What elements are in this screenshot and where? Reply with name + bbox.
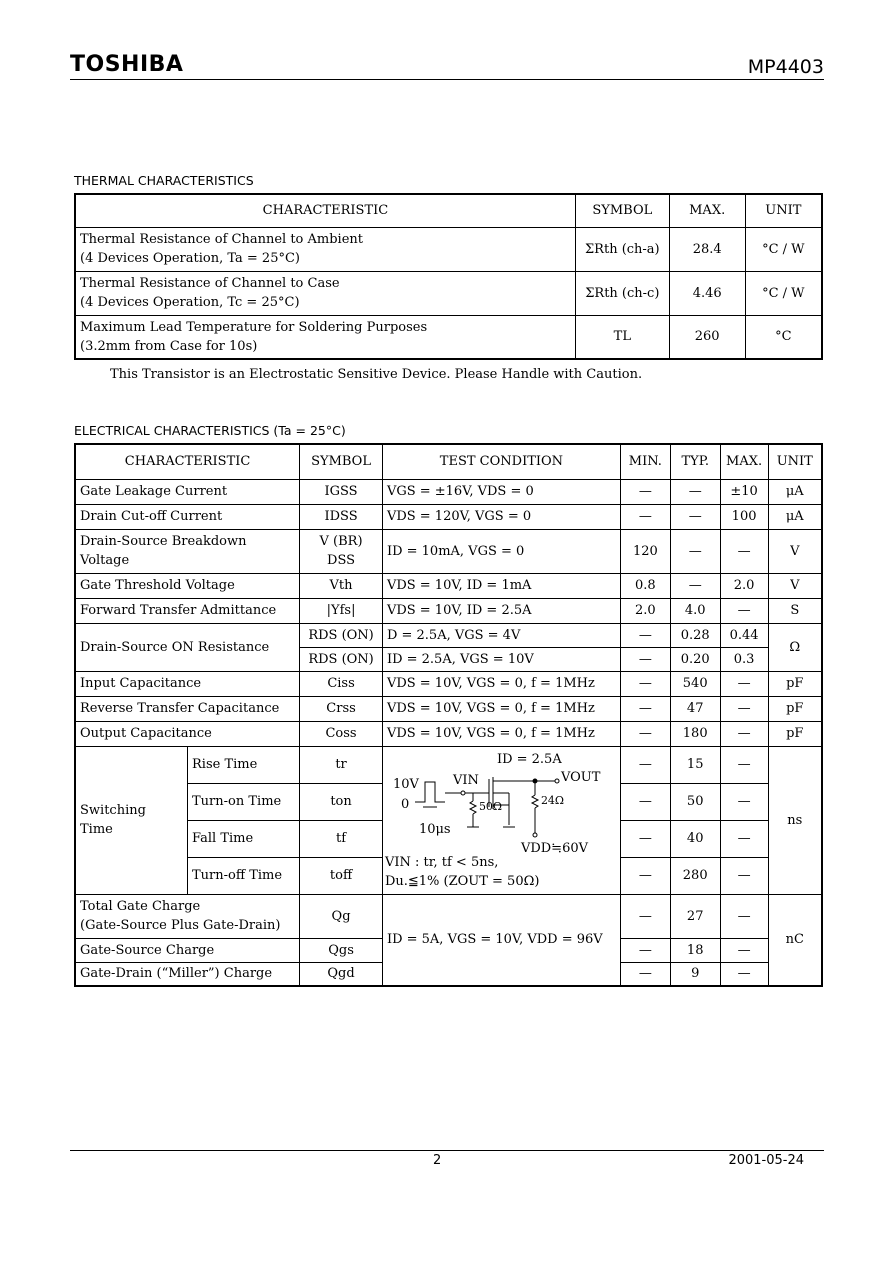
max-cell: — — [720, 857, 768, 894]
document-date: 2001-05-24 — [728, 1153, 804, 1168]
typ-cell: 27 — [670, 894, 720, 938]
min-cell: — — [620, 671, 670, 696]
col-header-min: MIN. — [620, 444, 670, 479]
min-cell: — — [620, 504, 670, 529]
max-cell: — — [720, 696, 768, 721]
min-cell: 2.0 — [620, 598, 670, 623]
min-cell: — — [620, 623, 670, 647]
symbol-cell: Qgs — [300, 938, 383, 962]
symbol-cell: tf — [300, 820, 383, 857]
typ-cell: 280 — [670, 857, 720, 894]
circuit-vdd-label: VDD≒60V — [520, 841, 588, 856]
part-number: MP4403 — [747, 56, 824, 78]
symbol-cell: |Yfs| — [300, 598, 383, 623]
condition-cell: VDS = 120V, VGS = 0 — [382, 504, 620, 529]
table-row — [75, 227, 822, 271]
symbol-cell: RDS (ON) — [300, 647, 383, 671]
table-row — [75, 696, 822, 721]
unit-cell: V — [768, 573, 822, 598]
table-row — [75, 271, 822, 315]
characteristic-cell: Thermal Resistance of Channel to Case (4 Devices Operation, Tc = 25°C) — [75, 271, 575, 315]
min-cell: — — [620, 820, 670, 857]
max-cell: 100 — [720, 504, 768, 529]
esd-caution-note: This Transistor is an Electrostatic Sensitive Device. Please Handle with Caution. — [110, 367, 643, 382]
characteristic-cell: Drain Cut-off Current — [75, 504, 300, 529]
unit-cell: nC — [768, 894, 822, 986]
min-cell: — — [620, 647, 670, 671]
unit-cell: S — [768, 598, 822, 623]
symbol-cell: RDS (ON) — [300, 623, 383, 647]
min-cell: — — [620, 721, 670, 746]
circuit-r-load-label: 24Ω — [540, 794, 565, 807]
unit-cell: °C — [745, 315, 822, 359]
page-number: 2 — [433, 1153, 442, 1168]
typ-cell: — — [670, 479, 720, 504]
symbol-cell: Qgd — [300, 962, 383, 986]
switching-circuit-cell — [382, 746, 620, 894]
unit-cell: μA — [768, 479, 822, 504]
typ-cell: 18 — [670, 938, 720, 962]
typ-cell: 50 — [670, 783, 720, 820]
characteristic-cell: Turn-off Time — [188, 857, 300, 894]
circuit-id-label: ID = 2.5A — [496, 752, 562, 767]
col-header-characteristic: CHARACTERISTIC — [75, 444, 300, 479]
characteristic-cell: Gate-Drain (“Miller”) Charge — [75, 962, 300, 986]
condition-cell: VDS = 10V, ID = 2.5A — [382, 598, 620, 623]
footer-rule — [70, 1150, 824, 1151]
col-header-max: MAX. — [720, 444, 768, 479]
col-header-unit: UNIT — [768, 444, 822, 479]
typ-cell: 15 — [670, 746, 720, 783]
thermal-table — [74, 193, 823, 360]
circuit-r-gate-label: 50Ω — [478, 800, 503, 813]
symbol-cell: Crss — [300, 696, 383, 721]
unit-cell: μA — [768, 504, 822, 529]
unit-cell: pF — [768, 721, 822, 746]
max-cell: — — [720, 529, 768, 573]
characteristic-cell: Turn-on Time — [188, 783, 300, 820]
table-row — [75, 504, 822, 529]
typ-cell: 180 — [670, 721, 720, 746]
electrical-header-row — [75, 444, 822, 479]
min-cell: — — [620, 894, 670, 938]
table-row — [75, 623, 822, 647]
table-row — [75, 746, 822, 783]
min-cell: 120 — [620, 529, 670, 573]
characteristic-cell: Total Gate Charge (Gate-Source Plus Gate-Drain) — [75, 894, 300, 938]
typ-cell: 0.28 — [670, 623, 720, 647]
condition-cell: VDS = 10V, VGS = 0, f = 1MHz — [382, 721, 620, 746]
unit-cell: pF — [768, 696, 822, 721]
max-cell: 0.44 — [720, 623, 768, 647]
col-header-unit: UNIT — [745, 194, 822, 227]
max-cell: ±10 — [720, 479, 768, 504]
unit-cell: pF — [768, 671, 822, 696]
typ-cell: 40 — [670, 820, 720, 857]
symbol-cell: Vth — [300, 573, 383, 598]
max-cell: — — [720, 962, 768, 986]
table-row — [75, 529, 822, 573]
typ-cell: — — [670, 529, 720, 573]
max-cell: — — [720, 671, 768, 696]
switching-test-circuit — [385, 749, 617, 855]
characteristic-cell: Reverse Transfer Capacitance — [75, 696, 300, 721]
min-cell: — — [620, 479, 670, 504]
condition-cell: ID = 5A, VGS = 10V, VDD = 96V — [382, 894, 620, 986]
max-cell: — — [720, 894, 768, 938]
switching-group-cell: Switching Time — [75, 746, 188, 894]
min-cell: — — [620, 938, 670, 962]
min-cell: 0.8 — [620, 573, 670, 598]
max-cell: 4.46 — [669, 271, 745, 315]
characteristic-cell: Maximum Lead Temperature for Soldering Purposes (3.2mm from Case for 10s) — [75, 315, 575, 359]
max-cell: — — [720, 783, 768, 820]
symbol-cell: TL — [575, 315, 669, 359]
condition-cell: ID = 10mA, VGS = 0 — [382, 529, 620, 573]
typ-cell: — — [670, 573, 720, 598]
min-cell: — — [620, 696, 670, 721]
table-row — [75, 598, 822, 623]
circuit-note-line2: Du.≦1% (ZOUT = 50Ω) — [384, 874, 540, 889]
symbol-cell: Ciss — [300, 671, 383, 696]
symbol-cell: ΣRth (ch-c) — [575, 271, 669, 315]
condition-cell: ID = 2.5A, VGS = 10V — [382, 647, 620, 671]
header-rule — [70, 79, 824, 80]
table-row — [75, 573, 822, 598]
thermal-header-row — [75, 194, 822, 227]
condition-cell: VGS = ±16V, VDS = 0 — [382, 479, 620, 504]
max-cell: — — [720, 598, 768, 623]
characteristic-cell: Rise Time — [188, 746, 300, 783]
circuit-note-line1: VIN : tr, tf < 5ns, — [384, 855, 499, 870]
symbol-cell: Qg — [300, 894, 383, 938]
characteristic-cell: Drain-Source Breakdown Voltage — [75, 529, 300, 573]
unit-cell: Ω — [768, 623, 822, 671]
col-header-symbol: SYMBOL — [575, 194, 669, 227]
condition-cell: VDS = 10V, VGS = 0, f = 1MHz — [382, 671, 620, 696]
condition-cell: VDS = 10V, VGS = 0, f = 1MHz — [382, 696, 620, 721]
max-cell: 260 — [669, 315, 745, 359]
symbol-cell: tr — [300, 746, 383, 783]
characteristic-cell: Gate Leakage Current — [75, 479, 300, 504]
max-cell: — — [720, 938, 768, 962]
circuit-pulse-low-label: 0 — [400, 797, 410, 812]
circuit-pulse-width-label: 10μs — [418, 822, 451, 837]
typ-cell: 9 — [670, 962, 720, 986]
symbol-cell: ton — [300, 783, 383, 820]
symbol-cell: Coss — [300, 721, 383, 746]
col-header-test-condition: TEST CONDITION — [382, 444, 620, 479]
typ-cell: 540 — [670, 671, 720, 696]
max-cell: — — [720, 721, 768, 746]
characteristic-cell: Output Capacitance — [75, 721, 300, 746]
unit-cell: °C / W — [745, 271, 822, 315]
electrical-table — [74, 443, 823, 987]
max-cell: — — [720, 820, 768, 857]
max-cell: 2.0 — [720, 573, 768, 598]
circuit-pulse-high-label: 10V — [392, 777, 419, 792]
unit-cell: °C / W — [745, 227, 822, 271]
circuit-vout-label: VOUT — [560, 770, 601, 785]
min-cell: — — [620, 783, 670, 820]
min-cell: — — [620, 962, 670, 986]
table-row — [75, 315, 822, 359]
symbol-cell: toff — [300, 857, 383, 894]
characteristic-cell: Gate Threshold Voltage — [75, 573, 300, 598]
table-row — [75, 671, 822, 696]
typ-cell: 47 — [670, 696, 720, 721]
typ-cell: 0.20 — [670, 647, 720, 671]
condition-cell: D = 2.5A, VGS = 4V — [382, 623, 620, 647]
characteristic-cell: Thermal Resistance of Channel to Ambient (4 Devices Operation, Ta = 25°C) — [75, 227, 575, 271]
characteristic-cell: Forward Transfer Admittance — [75, 598, 300, 623]
col-header-typ: TYP. — [670, 444, 720, 479]
col-header-max: MAX. — [669, 194, 745, 227]
unit-cell: ns — [768, 746, 822, 894]
col-header-symbol: SYMBOL — [300, 444, 383, 479]
table-row — [75, 479, 822, 504]
electrical-section-title: ELECTRICAL CHARACTERISTICS (Ta = 25°C) — [74, 423, 346, 438]
col-header-characteristic: CHARACTERISTIC — [75, 194, 575, 227]
brand-logo: TOSHIBA — [70, 52, 184, 77]
symbol-cell: IDSS — [300, 504, 383, 529]
typ-cell: — — [670, 504, 720, 529]
max-cell: 28.4 — [669, 227, 745, 271]
table-row — [75, 894, 822, 938]
characteristic-cell: Gate-Source Charge — [75, 938, 300, 962]
typ-cell: 4.0 — [670, 598, 720, 623]
characteristic-cell: Input Capacitance — [75, 671, 300, 696]
symbol-cell: IGSS — [300, 479, 383, 504]
table-row — [75, 721, 822, 746]
symbol-cell: V (BR) DSS — [300, 529, 383, 573]
min-cell: — — [620, 746, 670, 783]
symbol-cell: ΣRth (ch-a) — [575, 227, 669, 271]
thermal-section-title: THERMAL CHARACTERISTICS — [74, 173, 254, 188]
unit-cell: V — [768, 529, 822, 573]
min-cell: — — [620, 857, 670, 894]
condition-cell: VDS = 10V, ID = 1mA — [382, 573, 620, 598]
max-cell: — — [720, 746, 768, 783]
max-cell: 0.3 — [720, 647, 768, 671]
characteristic-cell: Drain-Source ON Resistance — [75, 623, 300, 671]
circuit-vin-label: VIN — [452, 773, 479, 788]
characteristic-cell: Fall Time — [188, 820, 300, 857]
